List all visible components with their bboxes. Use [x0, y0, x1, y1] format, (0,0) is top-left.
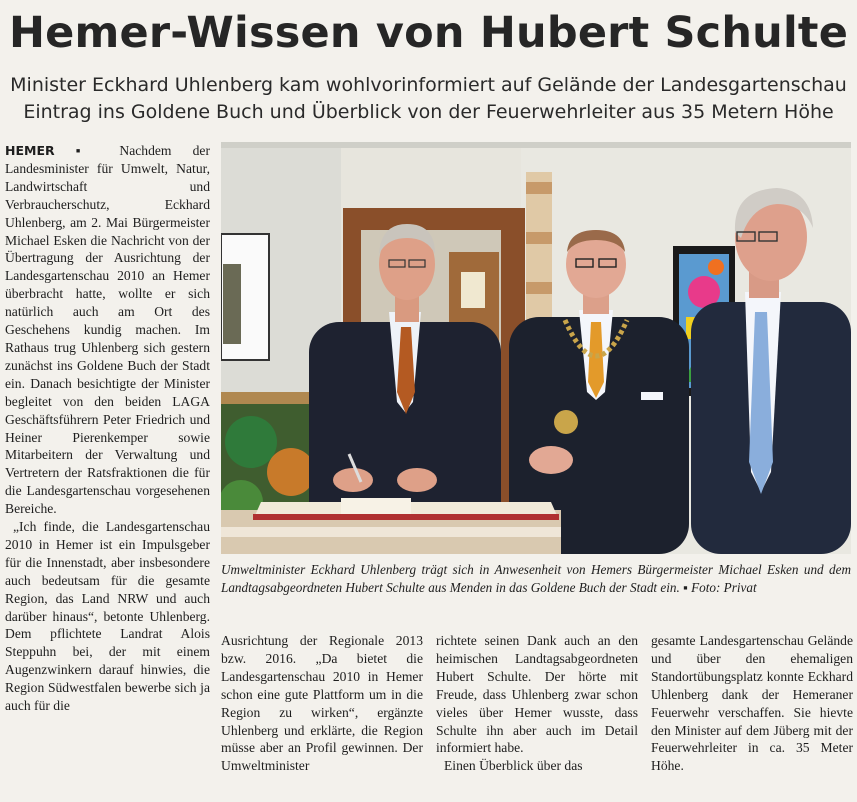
article-column-4 [651, 632, 853, 775]
article-column-3 [436, 632, 638, 775]
subheadline-line-2: Eintrag ins Goldene Buch und Überblick von der Feuerwehrleiter aus 35 Metern Höhe [23, 101, 834, 123]
headline: Hemer-Wissen von Hubert Schulte [8, 8, 849, 58]
dateline-separator: ▪ [75, 143, 99, 158]
subheadline-line-1: Minister Eckhard Uhlenberg kam wohlvorinformiert auf Gelände der Landesgartenschau [10, 74, 847, 96]
photo-caption: Umweltminister Eckhard Uhlenberg trägt sich in Anwesenheit von Hemers Bürgermeister Michael Esken und dem Landtagsabgeordneten Hubert Schulte aus Menden in das Goldene Buch der Stadt ein. ▪ Foto: Privat [221, 562, 851, 595]
article-text: Nachdem der Landesminister für Umwelt, Natur, Landwirtschaft und Verbraucherschutz, Eckhard Uhlenberg, am 2. Mai Bürgermeister Michael Esken die Nachricht von der Übertragung der Ausrichtung der Landesgartenschau 2010 an Hemer überbracht hatte, wollte er sich natürlich auch am Ort des Geschehens kundig machen. Im Rathaus trug Uhlenberg sich gestern zunächst ins Goldene Buch der Stadt ein. Danach besichtigte der Minister begleitet von den beiden LAGA Geschäftsführern Peter Friedrich und Heiner Pierenkemper sowie Mitarbeitern der Verwaltung und Vertretern der Ratsfraktionen die für die Landesgartenschau vorgesehenen Bereiche. [5, 143, 210, 517]
article-paragraph: Einen Überblick über das [444, 758, 583, 774]
article-paragraph: richtete seinen Dank auch an den heimischen Landtagsabgeordneten Hubert Schulte. Der hörte mit Freude, dass Uhlenberg zwar schon vieles über Hemer wusste, dass Schulte ihn aber auch im Detail informiert habe. [436, 633, 638, 756]
dateline: HEMER [5, 143, 55, 158]
article-column-1 [5, 142, 210, 715]
article-column-2 [221, 632, 423, 775]
article-paragraph: gesamte Landesgartenschau Gelände und über den ehemaligen Standortübungsplatz konnte Eckhard Uhlenberg dank der Hemeraner Feuerwehr verschaffen. Sie hievte den Minister auf dem Jüberg mit der Feuerwehrleiter in ca. 35 Meter Höhe. [651, 633, 853, 774]
article-paragraph: Ausrichtung der Regionale 2013 bzw. 2016. „Da bietet die Landesgartenschau 2010 in Hemer schon eine gute Plattform um in die Region zu wirken“, ergänzte Uhlenberg und erklärte, die Region müsse aber an Profil gewinnen. Der Umweltminister [221, 633, 423, 774]
article-paragraph [5, 142, 210, 518]
photo-illustration [221, 142, 851, 554]
article-paragraph: „Ich finde, die Landesgartenschau 2010 in Hemer ist ein Impulsgeber für die Innenstadt, aber insbesondere auch bedeutsam für die gesamte Region, das Land NRW und auch darüber hinaus“, betonte Uhlenberg. Dem pflichtete Landrat Alois Steppuhn bei, der mit einem Augenzwinkern darauf hinwies, die Region Südwestfalen bewerbe sich ja auch für die [5, 519, 210, 714]
photo [221, 142, 851, 554]
